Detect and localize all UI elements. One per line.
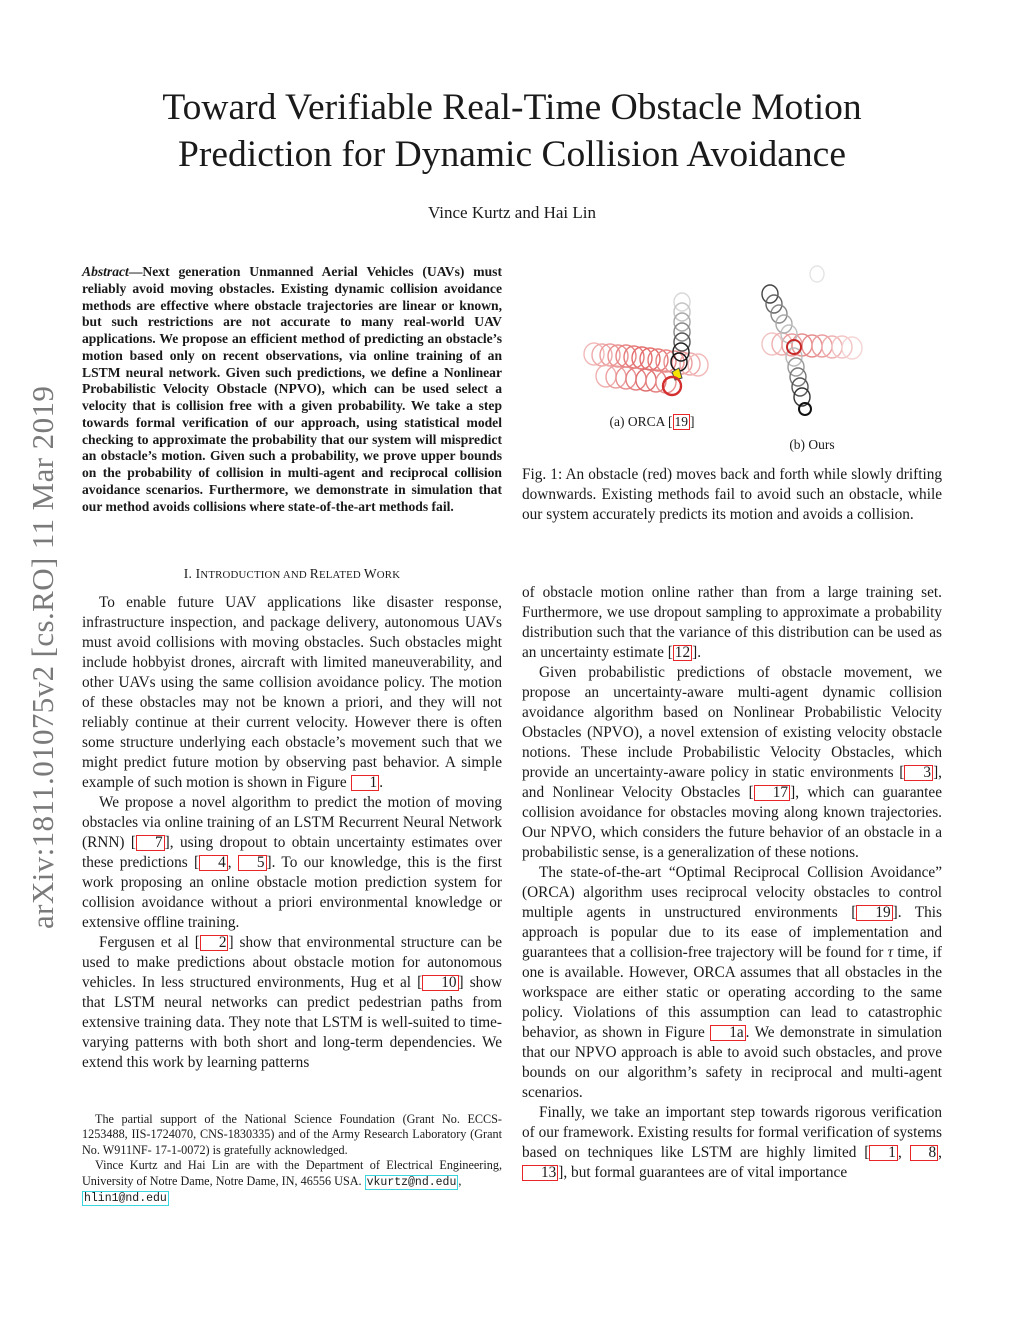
paragraph: To enable future UAV applications like disaster response, infrastructure inspection, and package delivery, autonomous UAVs must avoid collisions with moving obstacles. Such obstacles might include hobbyist drones, aircraft with limited maneuverability, and other UAVs using the same collision avoidance policy. The motion of these obstacles may not be known a priori, and they will not reliably continue at their current velocity. However there is often some structure underlying each obstacle’s movement such that we might predict future motion by observing past behavior. A simple example of such motion is shown in Figure 1 .: [82, 594, 502, 791]
title-line-1: Toward Verifiable Real-Time Obstacle Motion: [162, 87, 862, 128]
agent-trail-circle: [674, 303, 690, 321]
section-heading: I. INTRODUCTION AND RELATED WORK: [183, 566, 401, 581]
agent-trail-circle: [674, 293, 690, 311]
authors: Vince Kurtz and Hai Lin: [428, 203, 596, 222]
figure-1b-ours-plot: [752, 262, 872, 424]
footnote-funding: The partial support of the National Science Foundation (Grant No. ECCS-1253488, IIS-1724070, CNS-1830335) and of the Army Research Laboratory (Grant No. W911NF- 17-1-0072) is gratefully acknowledged.: [82, 1112, 502, 1157]
agent-trail-circle: [771, 305, 787, 323]
right-column-body: [522, 583, 942, 1183]
citation-link[interactable]: 1: [869, 1145, 898, 1161]
abstract: [82, 264, 502, 515]
citation-link[interactable]: 7: [136, 835, 165, 851]
subcaption-a: (a) ORCA [ 19 ]: [609, 414, 695, 429]
paragraph: We propose a novel algorithm to predict the motion of moving obstacles via online training of an LSTM Recurrent Neural Network (RNN) [ 7 ], using dropout to obtain uncertainty estimates over these predictions [ 4 , 5 ]. To our knowledge, this is the first work proposing an online obstacle motion prediction system for collision avoidance without a priori environmental knowledge or extensive offline training.: [82, 794, 503, 931]
abstract-text: —Next generation Unmanned Aerial Vehicles (UAVs) must reliably avoid moving obstacles. Existing dynamic collision avoidance methods are effective where obstacle trajectories are linear or known, but such restrictions are not accurate to many real-world UAV applications. We propose an efficient method of predicting an obstacle’s motion based only on recent observations, via online training of an LSTM neural network. Given such predictions, we define a Nonlinear Probabilistic Velocity Obstacle (NPVO), which can be used select a velocity that is collision free with a given probability. We take a step towards formal verification of our approach, using statistical model checking to approximate the probability that our system will mispredict an obstacle’s motion. Given such a probability, we prove upper bounds on the probability of collision in multi-agent and reciprocal collision avoidance scenarios. Furthermore, we demonstrate in simulation that our method avoids collisions where state-of-the-art methods fail.: [82, 264, 502, 514]
citation-link[interactable]: 12: [674, 644, 691, 661]
agent-trail-circle: [766, 295, 782, 313]
paragraph: of obstacle motion online rather than from a large training set. Furthermore, we use dropout sampling to approximate a probability distribution such that the variance of this distribution can be used as an uncertainty estimate [ 12 ].: [522, 584, 942, 661]
agent-trail-circle: [810, 266, 824, 282]
email-link[interactable]: vkurtz@nd.edu: [366, 1175, 457, 1189]
footnote: [82, 1112, 502, 1206]
title-line-2: Prediction for Dynamic Collision Avoidance: [178, 134, 846, 175]
arxiv-identifier: arXiv:1811.01075v2 [cs.RO] 11 Mar 2019: [25, 385, 60, 930]
citation-link[interactable]: 19: [674, 414, 688, 429]
paper-title: [90, 84, 934, 178]
citation-link[interactable]: 19: [856, 905, 892, 921]
abstract-label: Abstract: [82, 264, 129, 279]
citation-link[interactable]: 2: [200, 935, 229, 951]
citation-link[interactable]: 10: [422, 975, 458, 991]
footnote-affiliation: Vince Kurtz and Hai Lin are with the Department of Electrical Engineering, University of Notre Dame, Notre Dame, IN, 46556 USA. vkurtz@nd.edu , hlin1@nd.edu: [82, 1158, 502, 1206]
citation-link[interactable]: 17: [754, 785, 790, 801]
citation-link[interactable]: 13: [522, 1165, 558, 1181]
agent-trail-circle: [762, 285, 778, 303]
figure-caption: Fig. 1: An obstacle (red) moves back and forth while slowly drifting downwards. Existing methods fail to avoid such an obstacle, while our system accurately predicts its motion and avoids a collision.: [522, 466, 942, 523]
email-link[interactable]: hlin1@nd.edu: [84, 1192, 167, 1206]
paragraph: Finally, we take an important step towards rigorous verification of our framework. Existing results for formal verification of systems based on techniques like LSTM are highly limited [ 1 , 8 , 13 ], but formal guarantees are of vital importance: [522, 1104, 942, 1181]
figure-ref-link[interactable]: 1a: [710, 1025, 745, 1041]
agent-trail-circle: [674, 323, 690, 341]
agent-trail-circle: [674, 313, 690, 331]
agent-trail-circle: [776, 315, 792, 333]
paragraph: Fergusen et al [ 2 ] show that environmental structure can be used to make predictions about obstacle motion for autonomous vehicles. In less structured environments, Hug et al [ 10 ] show that LSTM neural networks can predict pedestrian paths from extensive training data. They note that LSTM is well-suited to time-varying patterns with both short and long-term dependencies. We extend this work by learning patterns: [82, 934, 503, 1071]
subcaption-b: (b) Ours: [789, 437, 835, 452]
figure-1a-orca-plot: [572, 292, 732, 402]
paragraph: The state-of-the-art “Optimal Reciprocal Collision Avoidance” (ORCA) algorithm uses reciprocal velocity obstacles to control multiple agents in unstructured environments [ 19 ]. This approach is popular due to its ease of implementation and guarantees that a collision-free trajectory will be found for τ time, if one is available. However, ORCA assumes that all obstacles in the workspace are either static or operating according to the same policy. Violations of this assumption can lead to catastrophic behavior, as shown in Figure 1a . We demonstrate in simulation that our NPVO approach is able to avoid such obstacles, and prove bounds on our algorithm’s safety in reciprocal and multi-agent scenarios.: [522, 864, 943, 1101]
citation-link[interactable]: 4: [199, 855, 228, 871]
citation-link[interactable]: 3: [904, 765, 933, 781]
paragraph: Given probabilistic predictions of obstacle movement, we propose an uncertainty-aware multi-agent dynamic collision avoidance algorithm based on Nonlinear Probabilistic Velocity Obstacles (NPVO), a novel extension of existing velocity obstacle notions. These include Probabilistic Velocity Obstacles, which provide an uncertainty-aware policy in static environments [ 3 ], and Nonlinear Velocity Obstacles [ 17 ], which can guarantee collision avoidance for obstacles moving along known trajectories. Our NPVO, which considers the future behavior of an obstacle in a probabilistic sense, is a generalization of these notions.: [522, 664, 943, 861]
citation-link[interactable]: 8: [910, 1145, 939, 1161]
citation-link[interactable]: 5: [238, 855, 267, 871]
figure-ref-link[interactable]: 1: [351, 775, 380, 791]
left-column-body: [82, 593, 502, 1073]
